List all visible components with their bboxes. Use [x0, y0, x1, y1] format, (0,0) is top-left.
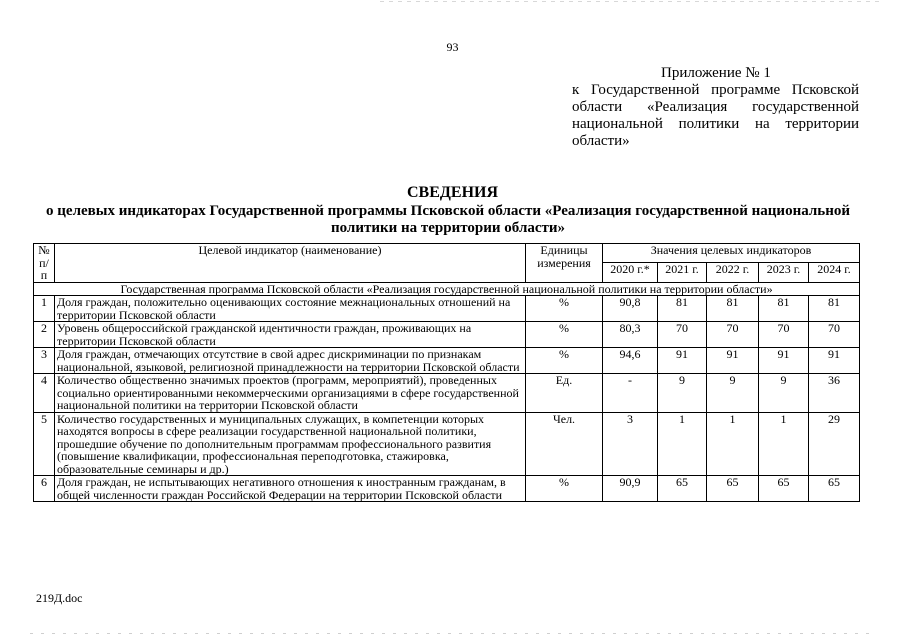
row-number: 6 — [34, 476, 55, 502]
scan-artifact-top — [380, 1, 880, 2]
value-cell: 70 — [658, 322, 707, 348]
value-cell: 1 — [658, 412, 707, 476]
value-cell: 1 — [759, 412, 809, 476]
value-cell: 91 — [658, 348, 707, 374]
value-cell: 81 — [658, 296, 707, 322]
indicator-name: Доля граждан, отмечающих отсутствие в свой адрес дискриминации по признакам национальной, языковой, религиозной принадлежности на территории Псковской области — [55, 348, 526, 374]
value-cell: 91 — [707, 348, 759, 374]
header-year: 2023 г. — [759, 263, 809, 282]
unit-cell: % — [526, 476, 603, 502]
document-subtitle: о целевых индикаторах Государственной программы Псковской области «Реализация государственной национальной политики на территории области» — [46, 203, 850, 236]
table-row — [34, 296, 860, 322]
header-year: 2022 г. — [707, 263, 759, 282]
scan-artifact-bottom — [30, 633, 870, 634]
value-cell: 65 — [707, 476, 759, 502]
value-cell: 70 — [707, 322, 759, 348]
value-cell: 90,8 — [603, 296, 658, 322]
value-cell: - — [603, 374, 658, 413]
value-cell: 81 — [707, 296, 759, 322]
unit-cell: % — [526, 296, 603, 322]
indicator-name: Доля граждан, положительно оценивающих состояние межнациональных отношений на территории Псковской области — [55, 296, 526, 322]
value-cell: 81 — [759, 296, 809, 322]
table-row — [34, 476, 860, 502]
indicator-name: Доля граждан, не испытывающих негативного отношения к иностранным гражданам, в общей численности граждан Российской Федерации на территории Псковской области — [55, 476, 526, 502]
value-cell: 29 — [809, 412, 860, 476]
header-name: Целевой индикатор (наименование) — [55, 244, 526, 283]
value-cell: 94,6 — [603, 348, 658, 374]
table-row — [34, 412, 860, 476]
header-num: № п/п — [34, 244, 55, 283]
row-number: 5 — [34, 412, 55, 476]
section-row — [34, 282, 860, 296]
header-year: 2024 г. — [809, 263, 860, 282]
value-cell: 80,3 — [603, 322, 658, 348]
appendix-body: к Государственной программе Псковской области «Реализация государственной национальной политики на территории области» — [572, 82, 859, 149]
value-cell: 1 — [707, 412, 759, 476]
appendix-heading: Приложение № 1 — [661, 65, 771, 81]
value-cell: 9 — [658, 374, 707, 413]
header-year: 2021 г. — [658, 263, 707, 282]
header-values-group: Значения целевых индикаторов — [603, 244, 860, 263]
value-cell: 36 — [809, 374, 860, 413]
value-cell: 70 — [759, 322, 809, 348]
indicator-name: Уровень общероссийской гражданской идентичности граждан, проживающих на территории Псковской области — [55, 322, 526, 348]
indicator-name: Количество государственных и муниципальных служащих, в компетенции которых находятся вопросы в сфере реализации государственной национальной политики, прошедшие обучение по дополнительным программам профессионального развития (повышение квалификации, профессиональная переподготовка, стажировка, образовательные семинары и др.) — [55, 412, 526, 476]
row-number: 2 — [34, 322, 55, 348]
table-row — [34, 348, 860, 374]
row-number: 4 — [34, 374, 55, 413]
section-title: Государственная программа Псковской области «Реализация государственной национальной политики на территории области» — [34, 282, 860, 296]
unit-cell: % — [526, 322, 603, 348]
indicators-table — [33, 243, 860, 502]
value-cell: 9 — [759, 374, 809, 413]
document-title: СВЕДЕНИЯ — [406, 184, 499, 201]
unit-cell: Чел. — [526, 412, 603, 476]
value-cell: 3 — [603, 412, 658, 476]
header-row-1 — [34, 244, 860, 263]
value-cell: 90,9 — [603, 476, 658, 502]
unit-cell: Ед. — [526, 374, 603, 413]
page-number: 93 — [446, 40, 459, 54]
header-year: 2020 г.* — [603, 263, 658, 282]
value-cell: 9 — [707, 374, 759, 413]
value-cell: 65 — [759, 476, 809, 502]
value-cell: 65 — [809, 476, 860, 502]
appendix-block — [572, 65, 859, 150]
row-number: 1 — [34, 296, 55, 322]
header-unit: Единицы измерения — [526, 244, 603, 283]
file-name: 219Д.doc — [36, 591, 83, 605]
unit-cell: % — [526, 348, 603, 374]
table-row — [34, 322, 860, 348]
row-number: 3 — [34, 348, 55, 374]
table-row — [34, 374, 860, 413]
value-cell: 91 — [759, 348, 809, 374]
value-cell: 81 — [809, 296, 860, 322]
value-cell: 65 — [658, 476, 707, 502]
indicator-name: Количество общественно значимых проектов (программ, мероприятий), проведенных социально ориентированными некоммерческими организациями в сфере государственной национальной политики на территории Псковской области — [55, 374, 526, 413]
value-cell: 91 — [809, 348, 860, 374]
value-cell: 70 — [809, 322, 860, 348]
